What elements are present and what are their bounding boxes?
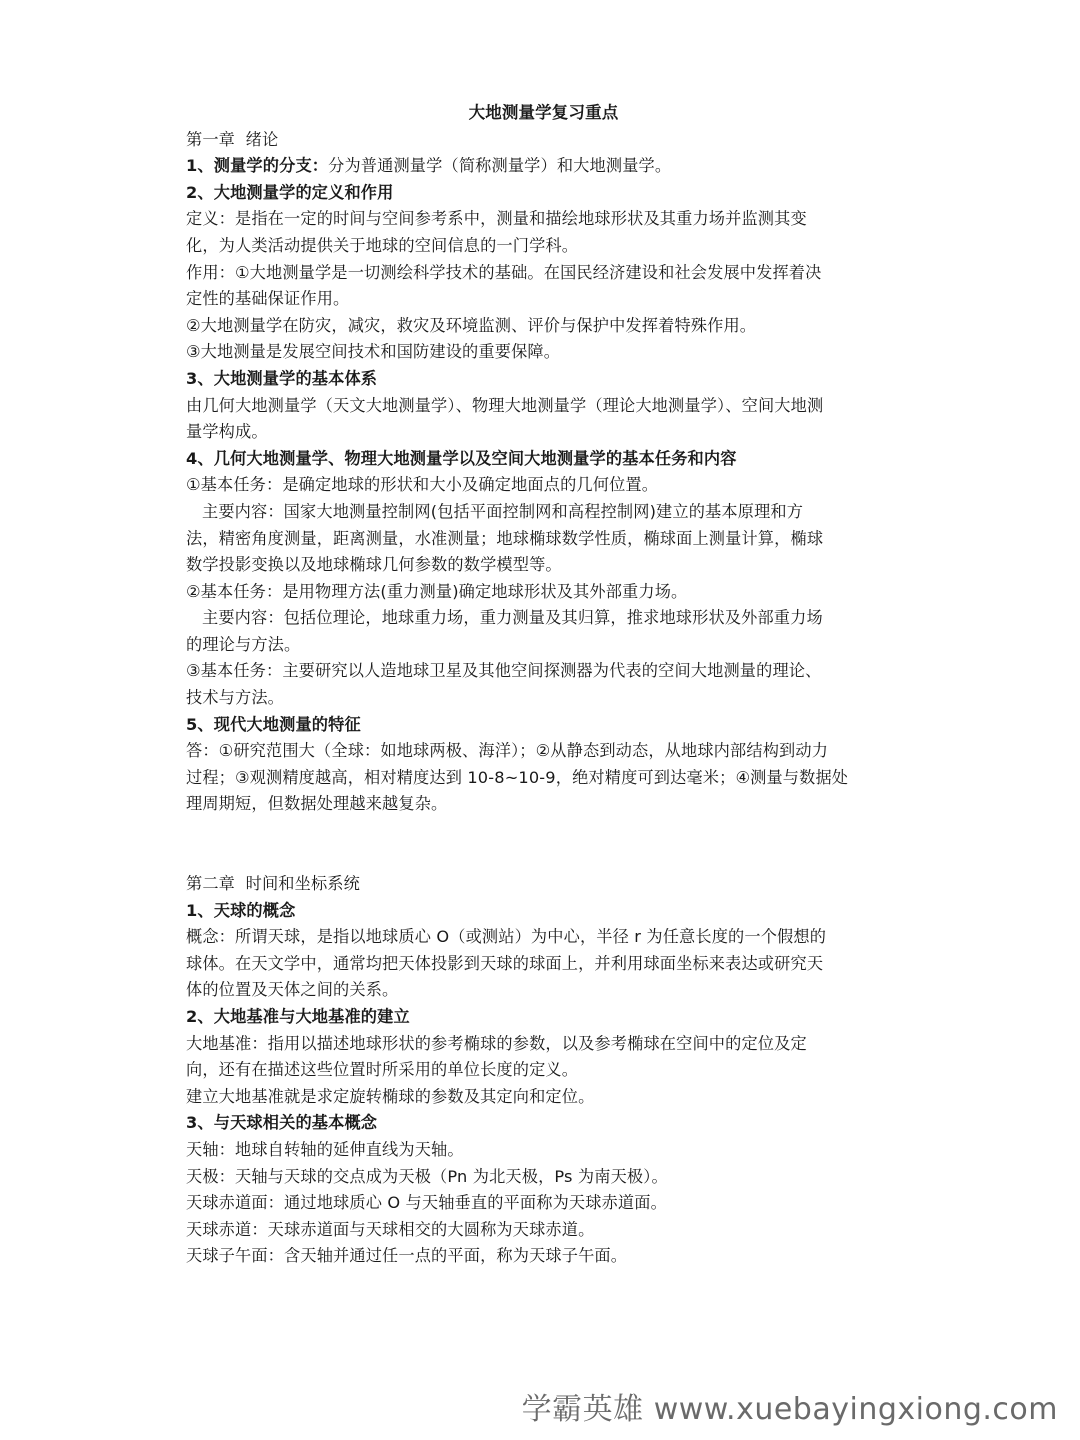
paragraph: 答：①研究范围大（全球：如地球两极、海洋）；②从静态到动态，从地球内部结构到动力 <box>186 741 829 761</box>
paragraph: 天球子午面：含天轴并通过任一点的平面，称为天球子午面。 <box>186 1246 628 1266</box>
document-body <box>186 100 901 1270</box>
paragraph: ③基本任务：主要研究以人造地球卫星及其他空间探测器为代表的空间大地测量的理论、 <box>186 661 822 681</box>
section-1-1-title: 1、测量学的分支： <box>186 156 329 176</box>
paragraph: 天球赤道：天球赤道面与天球相交的大圆称为天球赤道。 <box>186 1219 595 1239</box>
paragraph: 体的位置及天体之间的关系。 <box>186 980 399 1000</box>
paragraph: 化，为人类活动提供关于地球的空间信息的一门学科。 <box>186 235 579 255</box>
paragraph: 天球赤道面：通过地球质心 O 与天轴垂直的平面称为天球赤道面。 <box>186 1193 667 1213</box>
paragraph: ③大地测量是发展空间技术和国防建设的重要保障。 <box>186 342 561 362</box>
paragraph: 作用：①大地测量学是一切测绘科学技术的基础。在国民经济建设和社会发展中发挥着决 <box>186 262 822 282</box>
paragraph: 技术与方法。 <box>186 688 285 708</box>
paragraph: 的理论与方法。 <box>186 634 301 654</box>
paragraph: 过程；③观测精度越高，相对精度达到 10-8~10-9，绝对精度可到达毫米；④测量与数据处 <box>186 767 849 787</box>
paragraph: 天极：天轴与天球的交点成为天极（Pn 为北天极，Ps 为南天极）。 <box>186 1166 668 1186</box>
paragraph: 主要内容：国家大地测量控制网(包括平面控制网和高程控制网)建立的基本原理和方 <box>202 501 804 521</box>
paragraph: 天轴：地球自转轴的延伸直线为天轴。 <box>186 1139 464 1159</box>
section-1-4-title: 4、几何大地测量学、物理大地测量学以及空间大地测量学的基本任务和内容 <box>186 448 737 468</box>
paragraph: ②基本任务：是用物理方法(重力测量)确定地球形状及其外部重力场。 <box>186 581 688 601</box>
section-1-5-title: 5、现代大地测量的特征 <box>186 714 361 734</box>
paragraph: 建立大地基准就是求定旋转椭球的参数及其定向和定位。 <box>186 1086 595 1106</box>
paragraph: 定义：是指在一定的时间与空间参考系中，测量和描绘地球形状及其重力场并监测其变 <box>186 209 807 229</box>
paragraph: 由几何大地测量学（天文大地测量学）、物理大地测量学（理论大地测量学）、空间大地测 <box>186 395 824 415</box>
section-1-3-title: 3、大地测量学的基本体系 <box>186 368 378 388</box>
section-1-2-title: 2、大地测量学的定义和作用 <box>186 182 394 202</box>
paragraph: 大地基准：指用以描述地球形状的参考椭球的参数，以及参考椭球在空间中的定位及定 <box>186 1033 807 1053</box>
section-2-1-title: 1、天球的概念 <box>186 900 296 920</box>
section-2-3-title: 3、与天球相关的基本概念 <box>186 1113 378 1133</box>
site-watermark: 学霸英雄 www.xuebayingxiong.com <box>521 1392 1058 1427</box>
paragraph: 向，还有在描述这些位置时所采用的单位长度的定义。 <box>186 1060 579 1080</box>
paragraph: ①基本任务：是确定地球的形状和大小及确定地面点的几何位置。 <box>186 475 659 495</box>
paragraph: ②大地测量学在防灾，减灾，救灾及环境监测、评价与保护中发挥着特殊作用。 <box>186 315 757 335</box>
paragraph: 量学构成。 <box>186 422 268 442</box>
chapter-2-heading: 第二章 时间和坐标系统 <box>186 874 360 894</box>
document-title: 大地测量学复习重点 <box>468 103 619 122</box>
paragraph: 概念：所谓天球，是指以地球质心 O（或测站）为中心，半径 r 为任意长度的一个假想的 <box>186 927 827 947</box>
paragraph: 球体。在天文学中，通常均把天体投影到天球的球面上，并利用球面坐标来表达或研究天 <box>186 953 824 973</box>
chapter-gap <box>186 818 901 871</box>
paragraph: 定性的基础保证作用。 <box>186 289 350 309</box>
paragraph: 理周期短，但数据处理越来越复杂。 <box>186 794 448 814</box>
paragraph: 数学投影变换以及地球椭球几何参数的数学模型等。 <box>186 555 562 575</box>
section-1-1-text: 分为普通测量学（简称测量学）和大地测量学。 <box>328 156 672 176</box>
paragraph: 主要内容：包括位理论，地球重力场，重力测量及其归算，推求地球形状及外部重力场 <box>202 608 823 628</box>
chapter-1-heading: 第一章 绪论 <box>186 129 279 149</box>
section-2-2-title: 2、大地基准与大地基准的建立 <box>186 1007 410 1026</box>
section-1-1 <box>186 153 901 180</box>
paragraph: 法，精密角度测量，距离测量，水准测量；地球椭球数学性质，椭球面上测量计算，椭球 <box>186 528 824 548</box>
